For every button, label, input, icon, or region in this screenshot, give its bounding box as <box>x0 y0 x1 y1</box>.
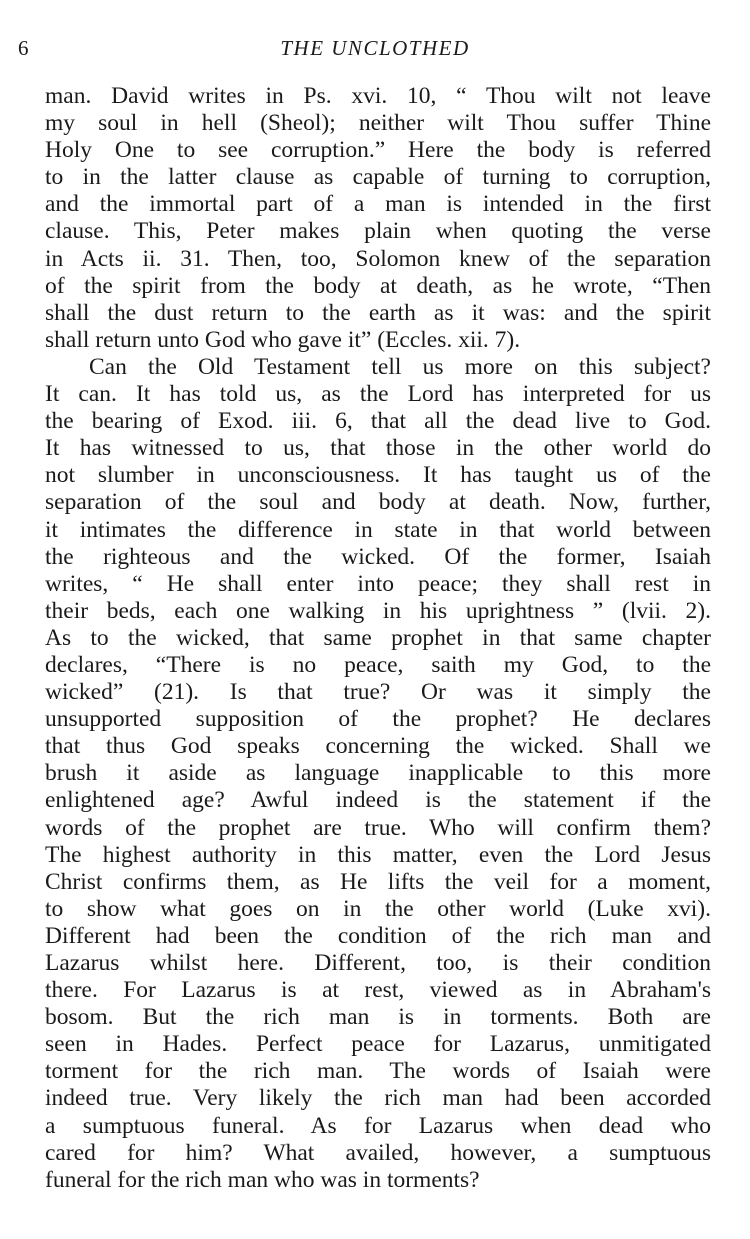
text-line: writes, “ He shall enter into peace; they shall rest in <box>45 570 711 597</box>
text-line: indeed true. Very likely the rich man had been accorded <box>45 1085 711 1112</box>
text-line: enlightened age? Awful indeed is the statement if the <box>45 787 711 814</box>
text-line: shall return unto God who gave it” (Eccles. xii. 7). <box>45 326 521 353</box>
text-line: bosom. But the rich man is in torments. Both are <box>45 1004 711 1031</box>
text-line: my soul in hell (Sheol); neither wilt Thou suffer Thine <box>45 110 711 137</box>
text-line: Can the Old Testament tell us more on this subject? <box>89 353 711 380</box>
text-line: It has witnessed to us, that those in the other world do <box>45 435 711 462</box>
text-line: separation of the soul and body at death. Now, further, <box>45 489 711 516</box>
text-line: to show what goes on in the other world (Luke xvi). <box>45 895 711 922</box>
text-line: funeral for the rich man who was in torments? <box>45 1166 480 1193</box>
text-line: man. David writes in Ps. xvi. 10, “ Thou wilt not leave <box>45 83 711 109</box>
text-line: declares, “There is no peace, saith my God, to the <box>45 651 711 678</box>
page-header <box>0 36 750 66</box>
text-line: there. For Lazarus is at rest, viewed as in Abraham's <box>45 977 711 1004</box>
text-line: that thus God speaks concerning the wicked. Shall we <box>45 733 711 760</box>
text-line: As to the wicked, that same prophet in that same chapter <box>45 624 711 651</box>
text-line: shall the dust return to the earth as it was: and the spirit <box>45 299 711 326</box>
text-line: the bearing of Exod. iii. 6, that all the dead live to God. <box>45 408 711 435</box>
text-line: it intimates the difference in state in that world between <box>45 516 711 543</box>
text-line: clause. This, Peter makes plain when quoting the verse <box>45 218 711 245</box>
text-line: a sumptuous funeral. As for Lazarus when dead who <box>45 1112 711 1139</box>
text-line: seen in Hades. Perfect peace for Lazarus, unmitigated <box>45 1031 711 1058</box>
text-line: of the spirit from the body at death, as he wrote, “Then <box>45 272 711 299</box>
text-line: not slumber in unconsciousness. It has taught us of the <box>45 462 711 489</box>
page-number: 6 <box>18 36 29 60</box>
text-line: Christ confirms them, as He lifts the veil for a moment, <box>45 868 711 895</box>
text-line: Lazarus whilst here. Different, too, is their condition <box>45 950 711 976</box>
text-line: Holy One to see corruption.” Here the body is referred <box>45 137 711 164</box>
text-line: wicked” (21). Is that true? Or was it simply the <box>45 679 711 706</box>
page-body-text <box>45 83 711 1194</box>
text-line: torment for the rich man. The words of Isaiah were <box>45 1058 711 1085</box>
text-line: It can. It has told us, as the Lord has interpreted for us <box>45 381 711 408</box>
text-line: unsupported supposition of the prophet? He declares <box>45 706 711 733</box>
text-line: to in the latter clause as capable of turning to corruption, <box>45 164 711 191</box>
text-line: the righteous and the wicked. Of the former, Isaiah <box>45 543 711 570</box>
text-line: brush it aside as language inapplicable to this more <box>45 760 711 787</box>
text-line: words of the prophet are true. Who will confirm them? <box>45 814 711 841</box>
text-line: The highest authority in this matter, even the Lord Jesus <box>45 841 711 868</box>
text-line: and the immortal part of a man is intended in the first <box>45 191 711 218</box>
text-line: in Acts ii. 31. Then, too, Solomon knew of the separation <box>45 245 711 272</box>
text-line: cared for him? What availed, however, a sumptuous <box>45 1139 711 1166</box>
text-line: their beds, each one walking in his uprightness ” (lvii. 2). <box>45 597 711 624</box>
text-line: Different had been the condition of the rich man and <box>45 922 711 949</box>
running-title: THE UNCLOTHED <box>280 36 470 60</box>
